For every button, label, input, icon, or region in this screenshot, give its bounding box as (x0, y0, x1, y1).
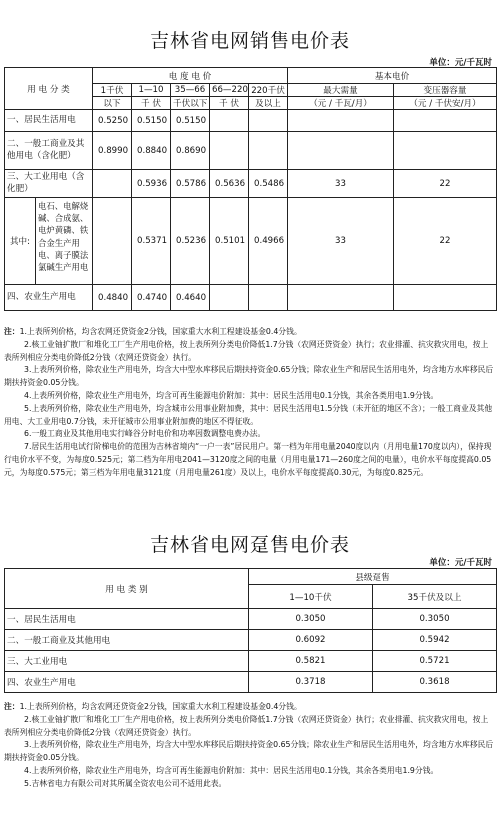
price-cell: 0.3718 (249, 672, 373, 693)
price-cell (210, 132, 249, 170)
price-cell: 0.8990 (93, 132, 132, 170)
note-item: 1.上表所列价格，均含农网还贷资金2分钱，国家重大水利工程建设基金0.4分钱。 (19, 327, 302, 336)
price-cell (93, 170, 132, 198)
price-cell: 0.5721 (373, 651, 497, 672)
price-cell: 0.4840 (93, 285, 132, 311)
note-item: 5.吉林省电力有限公司对其所属全资农电公司不适用此表。 (24, 778, 227, 788)
header-category: 用 电 分 类 (5, 68, 93, 110)
table-row (5, 110, 497, 132)
table-row (5, 609, 497, 630)
retail-price-table (4, 67, 497, 311)
price-cell: 0.4966 (249, 198, 288, 285)
price-cell: 0.5636 (210, 170, 249, 198)
header-voltage-top: 66—220 (210, 84, 249, 97)
price-cell: 0.5942 (373, 630, 497, 651)
notes-1 (4, 326, 496, 480)
price-cell: 0.3050 (249, 609, 373, 630)
header-voltage-bottom: 千 伏 (210, 97, 249, 110)
header-col2: 35千伏及以上 (373, 585, 497, 609)
price-cell (210, 285, 249, 311)
transformer-cell: 22 (394, 198, 497, 285)
header-max-demand-unit: （元 / 千瓦/月） (288, 97, 394, 110)
header-voltage-bottom: 及以上 (249, 97, 288, 110)
table-row (5, 651, 497, 672)
notes-label: 注： (4, 327, 20, 336)
max-demand-cell: 33 (288, 170, 394, 198)
price-cell (249, 285, 288, 311)
price-cell: 0.4740 (132, 285, 171, 311)
header-voltage-bottom: 千 伏 (132, 97, 171, 110)
price-cell (249, 132, 288, 170)
header-voltage-bottom: 千伏以下 (171, 97, 210, 110)
price-cell: 0.5486 (249, 170, 288, 198)
transformer-cell: 22 (394, 170, 497, 198)
header-energy-price: 电 度 电 价 (93, 68, 288, 84)
max-demand-cell: 33 (288, 198, 394, 285)
price-cell: 0.5236 (171, 198, 210, 285)
price-cell: 0.5150 (171, 110, 210, 132)
row-label-sub (5, 198, 93, 285)
price-cell: 0.5936 (132, 170, 171, 198)
max-demand-cell (288, 110, 394, 132)
header-col1: 1—10千伏 (249, 585, 373, 609)
table1-title: 吉林省电网销售电价表 (149, 30, 350, 52)
row-label: 一、居民生活用电 (5, 110, 93, 132)
price-cell: 0.8840 (132, 132, 171, 170)
sub-label: 其中: (5, 198, 36, 284)
row-label: 三、大工业用电 (5, 651, 249, 672)
row-label: 四、农业生产用电 (5, 672, 249, 693)
header-category: 用 电 类 别 (5, 569, 249, 609)
price-cell: 0.6092 (249, 630, 373, 651)
note-item: 1.上表所列价格，均含农网还贷资金2分钱，国家重大水利工程建设基金0.4分钱。 (19, 702, 302, 711)
price-cell: 0.8690 (171, 132, 210, 170)
note-item: 2.核工业铀扩散厂和堆化工厂生产用电价格，按上表所列分类电价降低1.7分钱（农网还贷资金）执行；农业排灌、抗灾救灾用电，按上表所列相应分类电价降低2分钱（农网还贷资金）执行。 (4, 339, 489, 362)
table-row (5, 198, 497, 285)
price-cell: 0.5821 (249, 651, 373, 672)
header-voltage-top: 35—66 (171, 84, 210, 97)
sub-label-detail: 电石、电解烧碱、合成氨、电炉黄磷、铁合金生产用电、离子膜法氯碱生产用电 (38, 201, 89, 273)
wholesale-price-table (4, 568, 497, 693)
price-cell (249, 110, 288, 132)
notes-label: 注： (4, 702, 20, 711)
price-cell: 0.5150 (132, 110, 171, 132)
price-cell (93, 198, 132, 285)
header-basic-price: 基本电价 (288, 68, 497, 84)
transformer-cell (394, 132, 497, 170)
price-cell: 0.3618 (373, 672, 497, 693)
note-item: 4.上表所列价格，除农业生产用电外，均含可再生能源电价附加：其中：居民生活用电0.1分钱，其余各类用电1.9分钱。 (24, 390, 439, 400)
note-item: 5.上表所列价格，除农业生产用电外，均含城市公用事业附加费，其中：居民生活用电1.5分钱（未开征的地区不含）；一般工商业及其他用电、大工业用电0.7分钱，未开征城市公用事业附加费的地区不得征收。 (4, 403, 493, 426)
note-item: 6.一般工商业及其他用电实行峰谷分时电价和功率因数调整电费办法。 (24, 429, 266, 439)
price-cell: 0.3050 (373, 609, 497, 630)
transformer-cell (394, 110, 497, 132)
table-row (5, 132, 497, 170)
table1-unit: 单位：元/千瓦时 (429, 58, 492, 68)
row-label: 二、一般工商业及其他用电 (5, 630, 249, 651)
table-row (5, 170, 497, 198)
table-row (5, 672, 497, 693)
header-voltage-bottom: 以下 (93, 97, 132, 110)
note-item: 3.上表所列价格，除农业生产用电外，均含大中型水库移民后期扶持资金0.65分钱；除农业生产和居民生活用电外，均含地方水库移民后期扶持资金0.05分钱。 (4, 365, 494, 388)
price-cell: 0.5371 (132, 198, 171, 285)
price-cell (210, 110, 249, 132)
header-transformer-unit: （元 / 千伏安/月） (394, 97, 497, 110)
note-item: 7.居民生活用电试行阶梯电价的范围为吉林省境内“一户一表”居民用户。第一档为年用电量2040度以内（月用电量170度以内），保持现行电价水平不变，为每度0.525元；第二档为年用电2041—3120度之间的电量（月用电量171—260度之间的电量），电价水平每度提高0.05元，为每度0.575元；第三档为年用电量3121度（月用电量261度）及以上，电价水平每度提高0.30元，为每度0.825元。 (4, 442, 492, 477)
price-cell: 0.4640 (171, 285, 210, 311)
header-county-wholesale: 县级趸售 (249, 569, 497, 585)
table-row (5, 630, 497, 651)
header-voltage-top: 220千伏 (249, 84, 288, 97)
table-row (5, 285, 497, 311)
row-label: 二、一般工商业及其他用电（含化肥） (5, 132, 93, 170)
note-item: 2.核工业铀扩散厂和堆化工厂生产用电价格，按上表所列分类电价降低1.7分钱（农网还贷资金）执行；农业排灌、抗灾救灾用电，按上表所列相应分类电价降低2分钱（农网还贷资金）执行。 (4, 714, 489, 737)
row-label: 四、农业生产用电 (5, 285, 93, 311)
transformer-cell (394, 285, 497, 311)
price-cell: 0.5101 (210, 198, 249, 285)
note-item: 4.上表所列价格，除农业生产用电外，均含可再生能源电价附加：其中：居民生活用电0.1分钱，其余各类用电1.9分钱。 (24, 765, 439, 775)
header-max-demand: 最大需量 (288, 84, 394, 97)
row-label: 三、大工业用电（含化肥） (5, 170, 93, 198)
notes-2 (4, 701, 496, 791)
table2-unit: 单位：元/千瓦时 (429, 558, 492, 568)
price-cell: 0.5250 (93, 110, 132, 132)
note-item: 3.上表所列价格，除农业生产用电外，均含大中型水库移民后期扶持资金0.65分钱；除农业生产和居民生活用电外，均含地方水库移民后期扶持资金0.05分钱。 (4, 740, 494, 763)
row-label: 一、居民生活用电 (5, 609, 249, 630)
header-voltage-top: 1—10 (132, 84, 171, 97)
max-demand-cell (288, 132, 394, 170)
table2-title: 吉林省电网趸售电价表 (149, 534, 350, 556)
header-voltage-top: 1千伏 (93, 84, 132, 97)
price-cell: 0.5786 (171, 170, 210, 198)
max-demand-cell (288, 285, 394, 311)
header-transformer: 变压器容量 (394, 84, 497, 97)
